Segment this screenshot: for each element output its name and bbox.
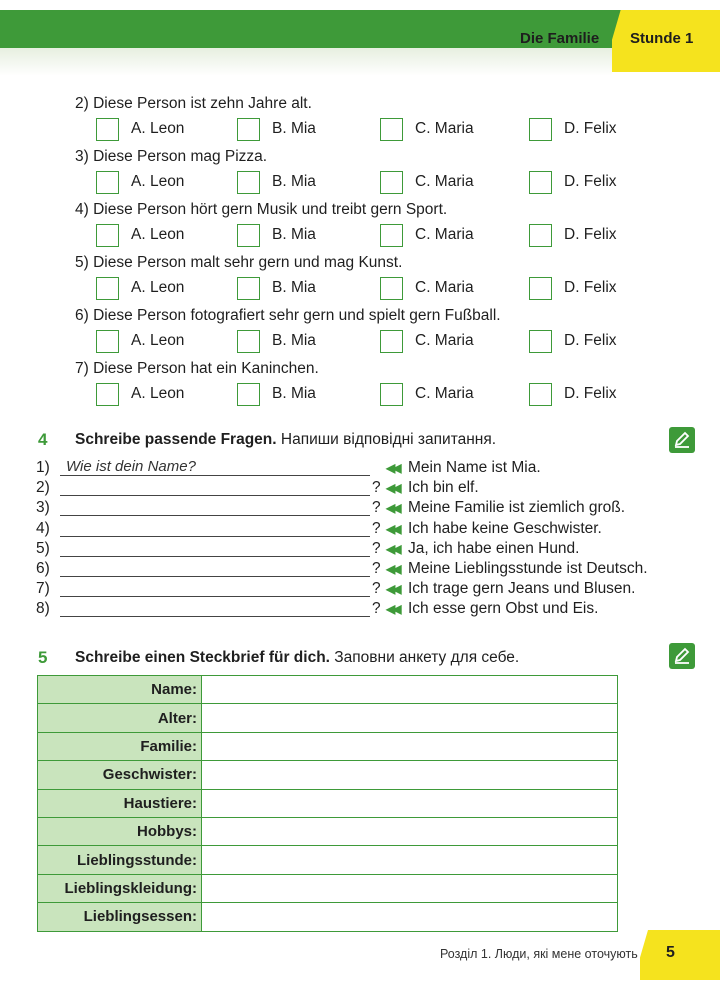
profile-field-input[interactable] [202, 704, 618, 732]
option-label: B. Mia [272, 385, 316, 402]
question-mark: ? [372, 539, 381, 557]
answer-options [96, 382, 636, 406]
option-checkbox[interactable] [380, 118, 403, 141]
profile-field-input[interactable] [202, 676, 618, 704]
option-label: A. Leon [131, 385, 185, 402]
exercise-5-title-rest: Заповни анкету для себе. [329, 649, 520, 666]
option-2[interactable] [237, 382, 316, 406]
question-row [36, 459, 656, 479]
answer-line[interactable] [60, 576, 370, 577]
profile-field-input[interactable] [202, 732, 618, 760]
option-4[interactable] [529, 117, 617, 141]
option-checkbox[interactable] [96, 277, 119, 300]
question-row [36, 600, 656, 620]
option-checkbox[interactable] [529, 118, 552, 141]
question-mark: ? [372, 519, 381, 537]
option-3[interactable] [380, 117, 474, 141]
profile-field-input[interactable] [202, 874, 618, 902]
pencil-icon[interactable] [669, 427, 695, 453]
exercise-4-title [75, 431, 496, 449]
option-checkbox[interactable] [96, 118, 119, 141]
question-row [36, 499, 656, 519]
question-row [36, 520, 656, 540]
response-text: Meine Familie ist ziemlich groß. [408, 499, 626, 517]
option-checkbox[interactable] [529, 277, 552, 300]
profile-field-input[interactable] [202, 789, 618, 817]
option-checkbox[interactable] [237, 383, 260, 406]
option-4[interactable] [529, 329, 617, 353]
double-arrow-left-icon: ◀◀ [386, 461, 399, 475]
option-label: D. Felix [564, 385, 617, 402]
double-arrow-left-icon: ◀◀ [386, 481, 399, 496]
exercise-4-title-rest: Напиши відповідні запитання. [276, 431, 497, 448]
option-3[interactable] [380, 276, 474, 300]
option-checkbox[interactable] [380, 330, 403, 353]
question-text: 3) Diese Person mag Pizza. [75, 148, 268, 165]
option-label: C. Maria [415, 173, 474, 190]
answer-line[interactable] [60, 536, 370, 537]
option-checkbox[interactable] [96, 330, 119, 353]
profile-field-input[interactable] [202, 817, 618, 845]
profile-field-label: Alter: [38, 704, 202, 732]
option-2[interactable] [237, 170, 316, 194]
answer-line[interactable] [60, 475, 370, 476]
option-1[interactable] [96, 223, 184, 247]
option-1[interactable] [96, 382, 184, 406]
option-label: D. Felix [564, 279, 617, 296]
double-arrow-left-icon: ◀◀ [386, 562, 399, 576]
option-label: C. Maria [415, 226, 474, 243]
option-label: B. Mia [272, 226, 316, 243]
answer-options [96, 329, 636, 353]
double-arrow-left-icon: ◀◀ [386, 521, 399, 536]
option-label: C. Maria [415, 332, 474, 349]
profile-row [38, 846, 618, 874]
profile-row [38, 761, 618, 789]
option-1[interactable] [96, 117, 184, 141]
option-checkbox[interactable] [237, 277, 260, 300]
profile-row [38, 704, 618, 732]
question-text: 2) Diese Person ist zehn Jahre alt. [75, 95, 312, 112]
option-3[interactable] [380, 329, 474, 353]
answer-line[interactable] [60, 515, 370, 516]
option-label: A. Leon [131, 120, 185, 137]
option-label: D. Felix [564, 173, 617, 190]
option-label: A. Leon [131, 279, 185, 296]
option-3[interactable] [380, 223, 474, 247]
pencil-icon[interactable] [669, 643, 695, 669]
response-text: Mein Name ist Mia. [408, 459, 541, 476]
row-number: 2) [36, 479, 50, 497]
profile-field-input[interactable] [202, 846, 618, 874]
option-4[interactable] [529, 223, 617, 247]
profile-field-input[interactable] [202, 761, 618, 789]
question-text: 6) Diese Person fotografiert sehr gern und spielt gern Fußball. [75, 307, 501, 324]
option-1[interactable] [96, 170, 184, 194]
option-checkbox[interactable] [237, 118, 260, 141]
option-1[interactable] [96, 276, 184, 300]
option-checkbox[interactable] [96, 171, 119, 194]
option-checkbox[interactable] [380, 224, 403, 247]
double-arrow-left-icon: ◀◀ [386, 501, 399, 516]
exercise-4-title-bold: Schreibe passende Fragen. [75, 431, 277, 448]
option-label: C. Maria [415, 120, 474, 137]
answer-options [96, 223, 636, 247]
option-label: B. Mia [272, 120, 316, 137]
row-number: 3) [36, 499, 50, 517]
option-checkbox[interactable] [529, 330, 552, 353]
option-label: D. Felix [564, 120, 617, 137]
option-checkbox[interactable] [237, 224, 260, 247]
profile-field-label: Familie: [38, 732, 202, 760]
answer-line[interactable] [60, 616, 370, 617]
profile-row [38, 676, 618, 704]
question-row [36, 540, 656, 560]
option-checkbox[interactable] [237, 171, 260, 194]
profile-row [38, 874, 618, 902]
question-mark: ? [372, 560, 381, 577]
answer-options [96, 117, 636, 141]
exercise-5-title [75, 649, 519, 667]
exercise-5-number: 5 [38, 648, 48, 667]
option-3[interactable] [380, 170, 474, 194]
response-text: Ich habe keine Geschwister. [408, 519, 602, 537]
option-label: A. Leon [131, 173, 185, 190]
profile-row [38, 789, 618, 817]
question-mark: ? [372, 499, 381, 517]
double-arrow-left-icon: ◀◀ [386, 541, 399, 556]
profile-field-label: Hobbys: [38, 817, 202, 845]
chapter-title: Die Familie [520, 30, 600, 47]
row-number: 5) [36, 539, 50, 557]
row-number: 6) [36, 560, 50, 577]
answer-options [96, 276, 636, 300]
option-checkbox[interactable] [96, 383, 119, 406]
written-answer: Wie ist dein Name? [66, 458, 196, 475]
option-4[interactable] [529, 382, 617, 406]
option-4[interactable] [529, 170, 617, 194]
option-checkbox[interactable] [96, 224, 119, 247]
option-3[interactable] [380, 382, 474, 406]
profile-field-input[interactable] [202, 903, 618, 931]
option-checkbox[interactable] [529, 171, 552, 194]
option-checkbox[interactable] [237, 330, 260, 353]
option-checkbox[interactable] [529, 383, 552, 406]
profile-field-label: Lieblingsessen: [38, 903, 202, 931]
option-label: B. Mia [272, 332, 316, 349]
page-tab [640, 930, 720, 980]
row-number: 7) [36, 580, 50, 598]
option-2[interactable] [237, 329, 316, 353]
option-checkbox[interactable] [380, 383, 403, 406]
question-row [36, 580, 656, 600]
answer-line[interactable] [60, 596, 370, 597]
option-checkbox[interactable] [529, 224, 552, 247]
row-number: 1) [36, 459, 50, 476]
footer-chapter: Розділ 1. Люди, які мене оточують [440, 947, 638, 961]
header-fade [0, 48, 612, 76]
option-label: D. Felix [564, 332, 617, 349]
profile-field-label: Geschwister: [38, 761, 202, 789]
profile-row [38, 903, 618, 931]
question-mark: ? [372, 580, 381, 598]
option-label: B. Mia [272, 173, 316, 190]
profile-field-label: Name: [38, 676, 202, 704]
question-mark: ? [372, 600, 381, 618]
option-label: B. Mia [272, 279, 316, 296]
question-row [36, 479, 656, 499]
page-number: 5 [666, 944, 675, 961]
response-text: Ich esse gern Obst und Eis. [408, 600, 599, 618]
option-label: A. Leon [131, 226, 185, 243]
answer-options [96, 170, 636, 194]
profile-row [38, 732, 618, 760]
answer-line[interactable] [60, 495, 370, 496]
profile-field-label: Haustiere: [38, 789, 202, 817]
profile-row [38, 817, 618, 845]
row-number: 4) [36, 519, 50, 537]
question-mark: ? [372, 479, 381, 497]
profile-table [37, 675, 618, 932]
exercise-5-title-bold: Schreibe einen Steckbrief für dich. [75, 649, 330, 666]
option-label: D. Felix [564, 226, 617, 243]
response-text: Ja, ich habe einen Hund. [408, 539, 580, 557]
double-arrow-left-icon: ◀◀ [386, 602, 399, 617]
option-checkbox[interactable] [380, 171, 403, 194]
option-label: C. Maria [415, 279, 474, 296]
answer-line[interactable] [60, 556, 370, 557]
option-2[interactable] [237, 223, 316, 247]
option-2[interactable] [237, 276, 316, 300]
row-number: 8) [36, 600, 50, 618]
exercise-4-number: 4 [38, 430, 48, 449]
double-arrow-left-icon: ◀◀ [386, 582, 399, 597]
question-text: 4) Diese Person hört gern Musik und treibt gern Sport. [75, 201, 448, 218]
option-1[interactable] [96, 329, 184, 353]
response-text: Meine Lieblingsstunde ist Deutsch. [408, 560, 648, 577]
response-text: Ich trage gern Jeans und Blusen. [408, 580, 636, 598]
question-row [36, 560, 656, 580]
profile-field-label: Lieblingsstunde: [38, 846, 202, 874]
option-label: A. Leon [131, 332, 185, 349]
option-4[interactable] [529, 276, 617, 300]
lesson-label: Stunde 1 [630, 30, 694, 47]
question-text: 5) Diese Person malt sehr gern und mag Kunst. [75, 254, 403, 271]
option-2[interactable] [237, 117, 316, 141]
profile-field-label: Lieblingskleidung: [38, 874, 202, 902]
question-text: 7) Diese Person hat ein Kaninchen. [75, 360, 319, 377]
option-label: C. Maria [415, 385, 474, 402]
response-text: Ich bin elf. [408, 479, 479, 497]
option-checkbox[interactable] [380, 277, 403, 300]
